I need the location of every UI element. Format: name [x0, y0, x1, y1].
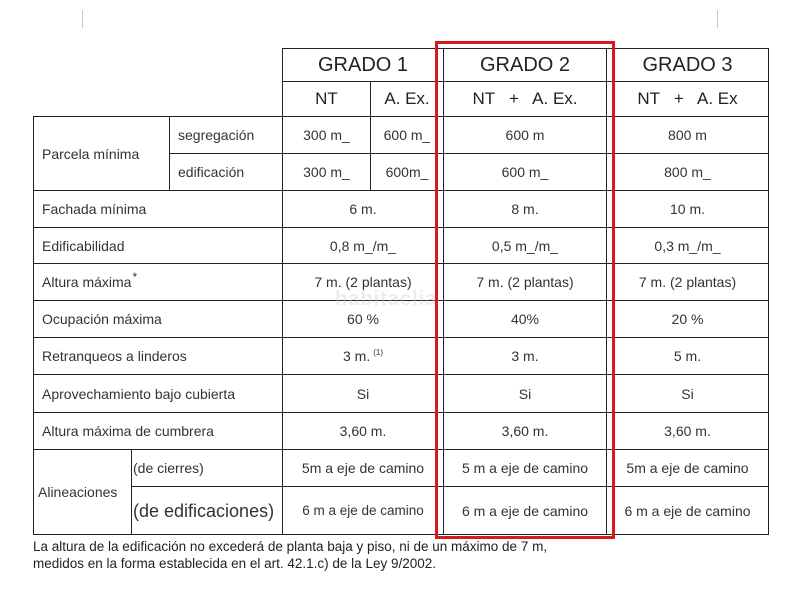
altura-label-text: Altura máxima	[42, 274, 132, 290]
footnote-line-2: medidos en la forma establecida en el art. 42.1.c) de la Ley 9/2002.	[33, 556, 436, 571]
cell-edif-g2: 600 m_	[443, 153, 607, 191]
row-label-fachada: Fachada mínima	[33, 190, 283, 228]
sublabel-de-cierres: (de cierres)	[131, 449, 283, 487]
cell-aprovechamiento-g2: Si	[443, 374, 607, 413]
cell-retranqueos-g2: 3 m.	[443, 337, 607, 375]
header-grado-3: GRADO 3	[606, 48, 769, 82]
cell-seg-g1-aex: 600 m_	[370, 116, 444, 154]
sublabel-segregacion: segregación	[169, 116, 283, 154]
cell-cumbrera-g3: 3,60 m.	[606, 412, 769, 450]
row-label-edificabilidad: Edificabilidad	[33, 227, 283, 264]
cell-seg-g3: 800 m	[606, 116, 769, 154]
sublabel-edificacion: edificación	[169, 153, 283, 191]
cell-fachada-g2: 8 m.	[443, 190, 607, 228]
header-g1-nt: NT	[282, 81, 371, 117]
cell-seg-g2: 600 m	[443, 116, 607, 154]
cell-ocupacion-g1: 60 %	[282, 300, 444, 338]
header-g3-sub: NT + A. Ex	[606, 81, 769, 117]
cell-edificabilidad-g1: 0,8 m_/m_	[282, 227, 444, 264]
cell-retranqueos-g1	[282, 337, 444, 375]
cell-edificabilidad-g3: 0,3 m_/m_	[606, 227, 769, 264]
cell-alin-edif-g2: 6 m a eje de camino	[443, 486, 607, 535]
cell-cumbrera-g1: 3,60 m.	[282, 412, 444, 450]
asterisk-marker: *	[132, 270, 138, 284]
cell-cumbrera-g2: 3,60 m.	[443, 412, 607, 450]
header-grado-1: GRADO 1	[282, 48, 444, 82]
cell-edif-g1-nt: 300 m_	[282, 153, 371, 191]
row-label-aprovechamiento: Aprovechamiento bajo cubierta	[33, 374, 283, 413]
row-label-parcela: Parcela mínima	[33, 116, 170, 191]
cell-fachada-g3: 10 m.	[606, 190, 769, 228]
cell-retranqueos-g3: 5 m.	[606, 337, 769, 375]
cell-ocupacion-g3: 20 %	[606, 300, 769, 338]
footnote	[33, 538, 547, 572]
cell-cierres-g3: 5m a eje de camino	[606, 449, 769, 487]
cell-edificabilidad-g2: 0,5 m_/m_	[443, 227, 607, 264]
cell-edif-g1-aex: 600m_	[370, 153, 444, 191]
header-g1-aex: A. Ex.	[370, 81, 444, 117]
cell-cierres-g1: 5m a eje de camino	[282, 449, 444, 487]
cell-altura-g1: 7 m. (2 plantas)	[282, 263, 444, 301]
cell-cierres-g2: 5 m a eje de camino	[443, 449, 607, 487]
crop-mark-left	[82, 10, 83, 28]
footnote-line-1: La altura de la edificación no excederá de planta baja y piso, ni de un máximo de 7 m,	[33, 539, 548, 554]
header-g2-sub: NT + A. Ex.	[443, 81, 607, 117]
row-label-retranqueos: Retranqueos a linderos	[33, 337, 283, 375]
crop-mark-right	[717, 10, 718, 28]
watermark: habitaclia	[335, 288, 438, 310]
cell-seg-g1-nt: 300 m_	[282, 116, 371, 154]
cell-aprovechamiento-g1: Si	[282, 374, 444, 413]
retranqueos-g1-value: 3 m.	[342, 348, 371, 364]
cell-altura-g2: 7 m. (2 plantas)	[443, 263, 607, 301]
sublabel-de-edificaciones: (de edificaciones)	[131, 486, 283, 535]
row-label-ocupacion: Ocupación máxima	[33, 300, 283, 338]
cell-fachada-g1: 6 m.	[282, 190, 444, 228]
cell-aprovechamiento-g3: Si	[606, 374, 769, 413]
row-label-alineaciones: Alineaciones	[33, 449, 132, 535]
cell-altura-g3: 7 m. (2 plantas)	[606, 263, 769, 301]
cell-alin-edif-g3: 6 m a eje de camino	[606, 486, 769, 535]
header-grado-2: GRADO 2	[443, 48, 607, 82]
cell-edif-g3: 800 m_	[606, 153, 769, 191]
cell-ocupacion-g2: 40%	[443, 300, 607, 338]
row-label-altura	[33, 263, 283, 301]
row-label-cumbrera: Altura máxima de cumbrera	[33, 412, 283, 450]
cell-alin-edif-g1: 6 m a eje de camino	[282, 486, 444, 535]
footnote-ref-1: (1)	[373, 347, 383, 357]
